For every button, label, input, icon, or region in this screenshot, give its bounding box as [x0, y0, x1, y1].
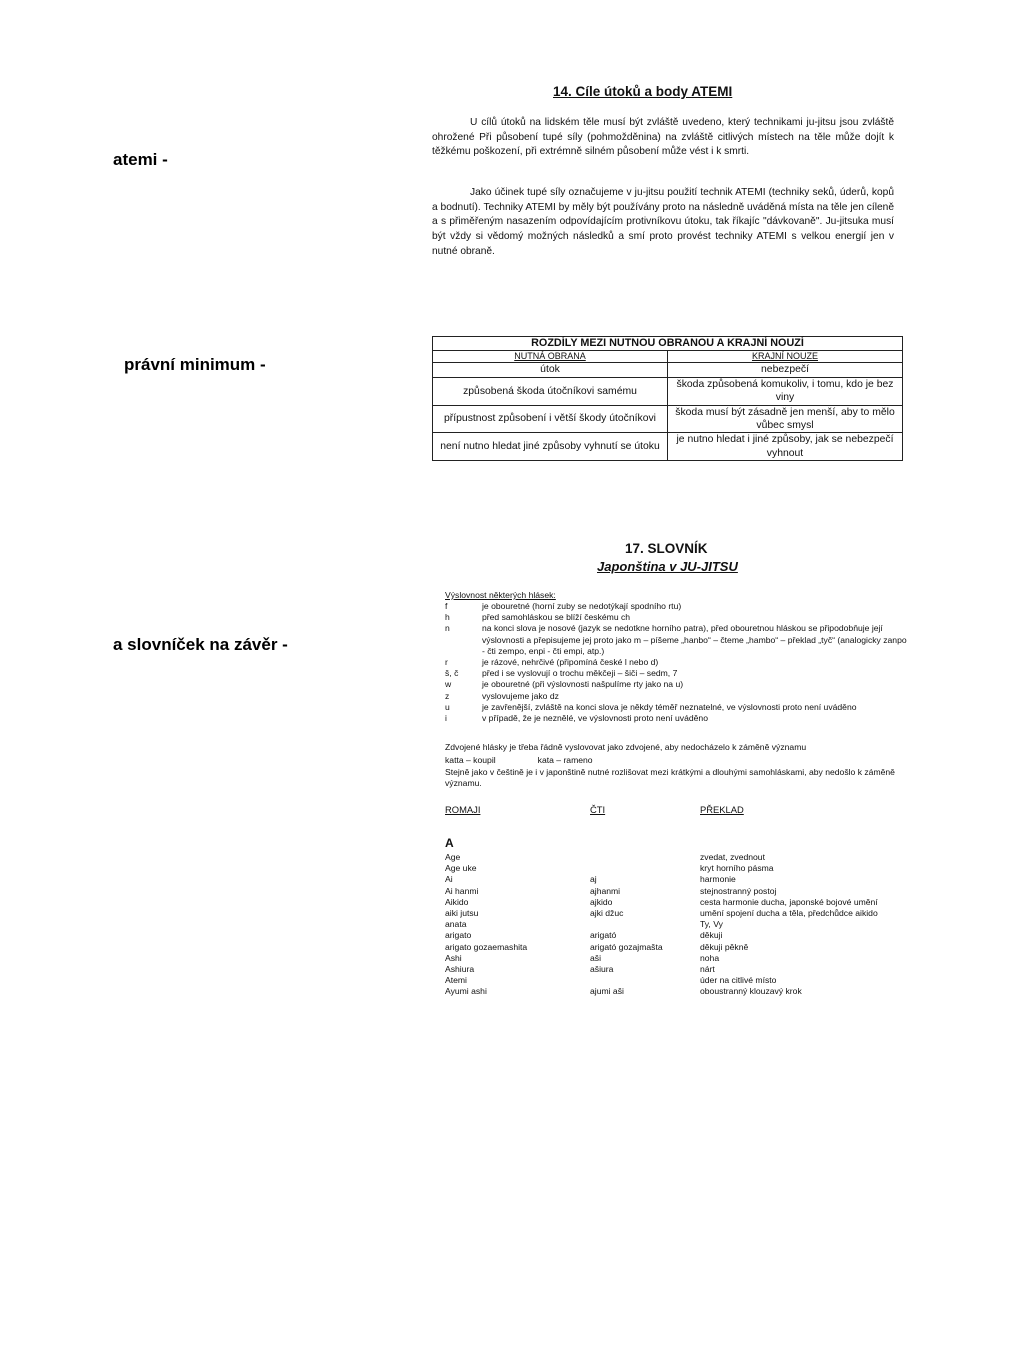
rule-letter: i: [445, 713, 447, 724]
romaji-cell: anata: [445, 919, 467, 930]
table-row: [445, 852, 890, 863]
example-kata: kata – rameno: [537, 755, 593, 765]
column-cti: ČTI: [590, 804, 606, 815]
table-row: [433, 433, 903, 461]
label-slovnicek: a slovníček na závěr -: [113, 635, 288, 654]
rule-text: je obouretné (při výslovnosti našpulíme rty jako na u): [482, 679, 684, 690]
list-item: [445, 668, 910, 679]
list-item: [445, 601, 910, 612]
preklad-cell: zvedat, zvednout: [700, 852, 765, 862]
table-row: [445, 863, 890, 874]
table-row: [445, 986, 890, 997]
rule-text: je rázové, nehrčivé (připomíná české l nebo d): [482, 657, 659, 668]
cti-cell: [590, 863, 700, 874]
table-cell: způsobená škoda útočníkovi samému: [433, 377, 668, 405]
preklad-cell: harmonie: [700, 874, 736, 885]
table-cell: útok: [433, 363, 668, 377]
column-preklad: PŘEKLAD: [700, 804, 744, 815]
rule-letter: u: [445, 701, 450, 712]
table-cell: nebezpečí: [668, 363, 903, 377]
preklad-cell: děkuji pěkně: [700, 941, 749, 952]
table-cell: není nutno hledat jiné způsoby vyhnutí se útoku: [433, 433, 668, 461]
doubled-letters-note: Zdvojené hlásky je třeba řádně vyslovovat jako zdvojené, aby nedocházelo k záměně významu: [445, 742, 807, 752]
preklad-cell: kryt horního pásma: [700, 863, 774, 874]
paragraph-1-text: U cílů útoků na lidském těle musí být zvláště uvedeno, který technikami ju-jitsu jsou zvláště ohrožené Při působení tupé síly (pohmožděnina) na zvláště citlivých místech na těle může dojít k těžkému poškození, při extrémně silném působení může vést i k smrti.: [432, 117, 894, 158]
list-item: [445, 612, 910, 623]
rule-text: je obouretné (horní zuby se nedotýkají spodního rtu): [482, 601, 682, 611]
rule-text: před samohláskou se blíží českému ch: [482, 612, 631, 623]
table-row: [445, 919, 890, 930]
romaji-cell: Aikido: [445, 896, 469, 907]
table-row: [433, 377, 903, 405]
table-row: [433, 363, 903, 377]
letter-a-heading: A: [445, 836, 454, 850]
cti-cell: ajumi aši: [590, 986, 624, 997]
list-item: [445, 679, 910, 690]
section-17-title: 17. SLOVNÍK: [625, 541, 708, 556]
column-krajni-nouze: KRAJNÍ NOUZE: [668, 351, 903, 363]
section-14-paragraph-2: [432, 186, 894, 260]
vowel-length-note: Stejně jako v češtině je i v japonštině nutné rozlišovat mezi krátkými a dlouhými samohláskami, aby nedošlo k záměně významu.: [445, 767, 895, 789]
list-item: [445, 713, 910, 724]
table-row: [445, 874, 890, 885]
table-row: [445, 942, 890, 953]
table-row: [433, 405, 903, 433]
section-14-paragraph-1: [432, 116, 894, 160]
pronunciation-heading: Výslovnost některých hlásek:: [445, 590, 556, 600]
cti-cell: [590, 852, 700, 863]
table-row: [445, 886, 890, 897]
rule-text: v případě, že je neznělé, ve výslovnosti proto není uváděno: [482, 713, 708, 724]
romaji-cell: Atemi: [445, 975, 467, 986]
romaji-cell: arigato gozaemashita: [445, 941, 528, 952]
cti-cell: ajhanmi: [590, 885, 621, 896]
preklad-cell: cesta harmonie ducha, japonské bojové umění: [700, 896, 878, 907]
romaji-cell: Ai: [445, 874, 453, 885]
cti-cell: arigató: [590, 930, 617, 941]
romaji-cell: Ayumi ashi: [445, 986, 487, 997]
preklad-cell: děkuji: [700, 930, 723, 941]
rule-text: před i se vyslovují o trochu měkčeji – šiči – sedm, 7: [482, 668, 678, 679]
table-row: [445, 964, 890, 975]
table-title: ROZDÍLY MEZI NUTNOU OBRANOU A KRAJNÍ NOUZÍ: [433, 337, 903, 351]
cti-cell: aši: [590, 952, 601, 963]
label-atemi: atemi -: [113, 150, 168, 169]
preklad-cell: úder na citlivé místo: [700, 975, 777, 986]
rule-letter: f: [445, 601, 448, 611]
cti-cell: ajki džuc: [590, 908, 624, 919]
romaji-cell: Ashi: [445, 952, 462, 963]
rule-letter: h: [445, 612, 450, 623]
section-17-subtitle: Japonština v JU-JITSU: [597, 559, 738, 574]
table-row: [445, 953, 890, 964]
rule-letter: w: [445, 679, 452, 690]
preklad-cell: nárt: [700, 964, 715, 975]
example-katta: katta – koupil: [445, 755, 496, 765]
vocabulary-table: [445, 852, 890, 998]
pronunciation-rules: [445, 601, 910, 724]
romaji-cell: aiki jutsu: [445, 908, 479, 919]
cti-cell: arigató gozajmašta: [590, 941, 663, 952]
table-cell: škoda musí být zásadně jen menší, aby to mělo vůbec smysl: [668, 405, 903, 433]
table-row: [445, 975, 890, 986]
preklad-cell: noha: [700, 952, 720, 963]
rozdily-table: [432, 336, 903, 461]
preklad-cell: umění spojení ducha a těla, předchůdce aikido: [700, 908, 878, 919]
preklad-cell: Ty, Vy: [700, 919, 723, 930]
rule-text: vyslovujeme jako dz: [482, 690, 559, 701]
romaji-cell: Age: [445, 852, 461, 862]
cti-cell: [590, 975, 700, 986]
cti-cell: [590, 919, 700, 930]
romaji-cell: Ashiura: [445, 964, 475, 975]
table-row: [445, 930, 890, 941]
rule-letter: n: [445, 623, 450, 634]
column-romaji: ROMAJI: [445, 804, 481, 815]
table-cell: přípustnost způsobení i větší škody útočníkovi: [433, 405, 668, 433]
preklad-cell: stejnostranný postoj: [700, 885, 777, 896]
table-row: [445, 908, 890, 919]
rule-letter: š, č: [445, 668, 459, 679]
list-item: [445, 702, 910, 713]
preklad-cell: oboustranný klouzavý krok: [700, 986, 802, 997]
table-cell: je nutno hledat i jiné způsoby, jak se nebezpečí vyhnout: [668, 433, 903, 461]
cti-cell: ašiura: [590, 964, 614, 975]
cti-cell: ajkido: [590, 896, 613, 907]
romaji-cell: Ai hanmi: [445, 885, 479, 896]
rule-text: na konci slova je nosové (jazyk se nedotkne horního patra), před obouretnou hláskou se připodobňuje její výslovnosti a přepisujeme jej proto jako m – píšeme „hanbo“ – čteme „hambo“ – překlad „tyč“ (analogicky zanpo - čti zempo, enpi - čti empi, atp.): [482, 623, 907, 656]
list-item: [445, 657, 910, 668]
cti-cell: aj: [590, 874, 597, 885]
rule-text: je zavřenější, zvláště na konci slova je někdy téměř neznatelné, ve výslovnosti proto není uváděno: [482, 701, 857, 712]
list-item: [445, 623, 910, 657]
romaji-cell: arigato: [445, 930, 472, 941]
section-14-title: 14. Cíle útoků a body ATEMI: [553, 84, 733, 99]
column-nutna-obrana: NUTNÁ OBRANA: [433, 351, 668, 363]
table-row: [445, 897, 890, 908]
rule-letter: r: [445, 657, 448, 668]
list-item: [445, 691, 910, 702]
romaji-cell: Age uke: [445, 863, 477, 874]
table-cell: škoda způsobená komukoliv, i tomu, kdo je bez viny: [668, 377, 903, 405]
doubled-letters-example: [445, 755, 910, 766]
paragraph-2-text: Jako účinek tupé síly označujeme v ju-jitsu použití technik ATEMI (techniky seků, úderů, kopů a bodnutí). Techniky ATEMI by měly být používány proto na následně uváděná místa na těle jen cíleně a s přiměřeným nasazením odpovídajícím protivníkovu útoku, tak říkajíc "dávkovaně". Ju-jitsuka musí být vždy si vědomý možných následků a smí proto provést techniky ATEMI s velkou energií jen v nutné obraně.: [432, 187, 894, 257]
table-title-row: [433, 337, 903, 351]
rule-letter: z: [445, 690, 450, 701]
label-pravni-minimum: právní minimum -: [124, 355, 266, 374]
table-header-row: [433, 351, 903, 363]
